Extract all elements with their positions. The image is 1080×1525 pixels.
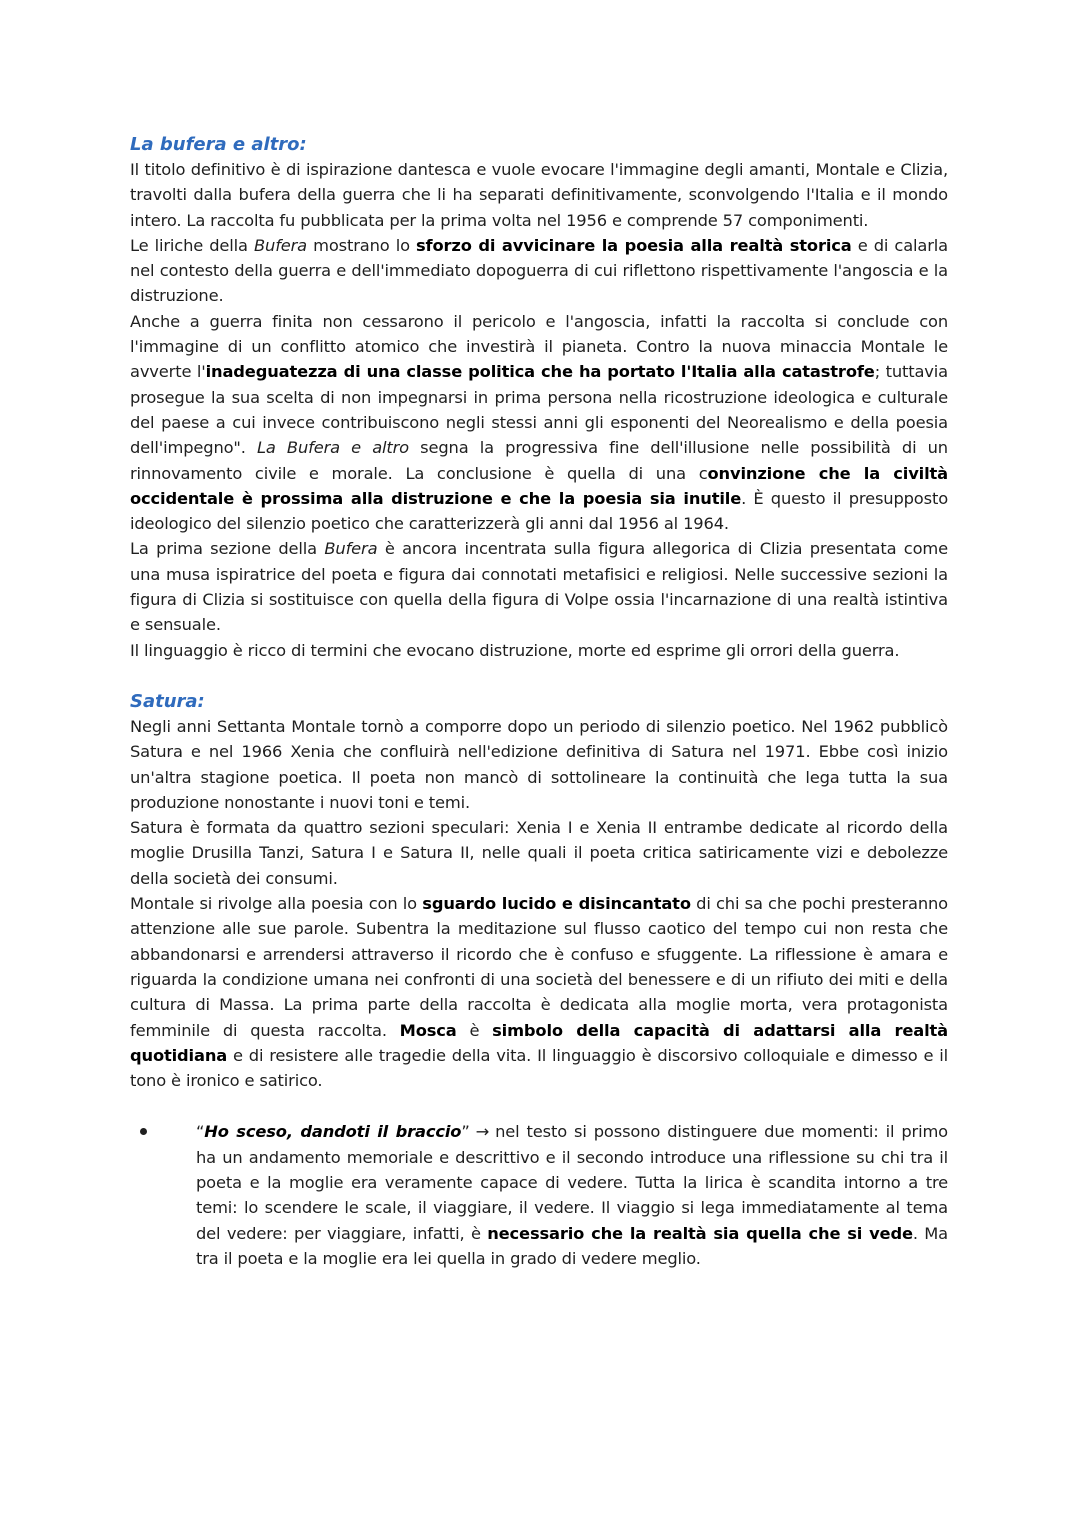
paragraph [130,536,948,637]
text-run: Il titolo definitivo è di ispirazione dantesca e vuole evocare l'immagine degli amanti, Montale e Clizia, travolti dalla bufera della guerra che li ha separati definitivamente, sconvolgendo l'Italia e il mondo intero. La raccolta fu pubblicata per la prima volta nel 1956 e comprende 57 componimenti. [130,160,948,230]
text-run: La prima sezione della [130,539,325,559]
bold-run: sforzo di avvicinare la poesia alla realtà storica [416,235,852,255]
paragraph [196,1119,948,1271]
italic-run: Bufera [254,235,308,255]
bold-run: Mosca [399,1020,457,1040]
quote-mark: ” [461,1122,470,1142]
document-page [130,132,948,1271]
text-run: Anche a guerra finita non cessarono il pericolo e l'angoscia, infatti la raccolta si conclude con l'immagine di un conflitto atomico che investirà il pianeta. Contro la nuova minaccia Montale le avverte l' [130,311,948,382]
bold-run: simbolo della capacità di adattarsi alla realtà quotidiana [130,1020,948,1065]
section-heading-la-bufera: La bufera e altro: [130,134,307,155]
text-run: Il linguaggio è ricco di termini che evocano distruzione, morte ed esprime gli orrori della guerra. [130,640,900,660]
text-run: Montale si rivolge alla poesia con lo [130,894,423,914]
text-run: e di resistere alle tragedie della vita. Il linguaggio è discorsivo colloquiale e dimesso e il tono è ironico e satirico. [130,1045,948,1091]
paragraph [130,714,948,815]
text-run: di chi sa che pochi presteranno attenzione alle sue parole. Subentra la meditazione sul flusso caotico del tempo cui non resta che abbandonarsi e arrendersi attraverso il ricordo che è confuso e sfuggente. La riflessione è amara e riguarda la condizione umana nei confronti di una società del benessere e di un rifiuto dei miti e della cultura di Massa. La prima parte della raccolta è dedicata alla moglie morta, vera protagonista femminile di questa raccolta. [130,894,948,1040]
italic-run: La Bufera e altro [256,438,409,458]
bullet-dot-icon [140,1128,147,1135]
spacer [130,663,948,689]
text-run: Satura è formata da quattro sezioni speculari: Xenia I e Xenia II entrambe dedicate al ricordo della moglie Drusilla Tanzi, Satura I e Satura II, nelle quali il poeta critica satiricamente vizi e debolezze della società dei consumi. [130,818,948,888]
text-run: mostrano lo [307,235,417,255]
paragraph [130,638,948,663]
bold-run: inadeguatezza di una classe politica che ha portato l'Italia alla catastrofe [205,362,875,382]
bullet-item [130,1119,948,1271]
text-run: Le liriche della [130,235,254,255]
paragraph [130,233,948,309]
text-run: ; tuttavia prosegue la sua scelta di non impegnarsi in prima persona nella ricostruzione ideologica e culturale del paese a cui invece contribuiscono negli stessi anni gli esponenti del Neorealismo e della poesia dell'impegno". [130,362,948,458]
text-run: e di calarla nel contesto della guerra e dell'immediato dopoguerra di cui riflettono rispettivamente l'angoscia e la distruzione. [130,235,948,306]
text-run: . Ma tra il poeta e la moglie era lei quella in grado di vedere meglio. [196,1223,948,1268]
bold-run: sguardo lucido e disincantato [422,894,691,914]
text-run: segna la progressiva fine dell'illusione nelle possibilità di un rinnovamento civile e morale. La conclusione è quella di una c [130,438,948,483]
paragraph [130,815,948,891]
paragraph [130,157,948,233]
section-heading-satura: Satura: [130,690,205,712]
quote-mark: “ [196,1122,205,1142]
bold-run: onvinzione che la civiltà occidentale è prossima alla distruzione e che la poesia sia inutile [130,463,948,508]
text-run: . È questo il presupposto ideologico del silenzio poetico che caratterizzerà gli anni dal 1956 al 1964. [130,488,948,534]
arrow-right-icon: → [475,1122,490,1142]
poem-title: Ho sceso, dandoti il braccio [204,1122,462,1142]
text-run: Negli anni Settanta Montale tornò a comporre dopo un periodo di silenzio poetico. Nel 1962 pubblicò Satura e nel 1966 Xenia che confluirà nell'edizione definitiva di Satura nel 1971. Ebbe così inizio un'altra stagione poetica. Il poeta non mancò di sottolineare la continuità che lega tutta la sua produzione nonostante i nuovi toni e temi. [130,716,948,812]
italic-run: Bufera [324,539,378,559]
paragraph [130,891,948,1093]
text-run: è ancora incentrata sulla figura allegorica di Clizia presentata come una musa ispiratrice del poeta e figura dai connotati metafisici e religiosi. Nelle successive sezioni la figura di Clizia si sostituisce con quella della figura di Volpe ossia l'incarnazione di una realtà istintiva e sensuale. [130,539,949,635]
text-run: è [456,1020,493,1040]
text-run: nel testo si possono distinguere due momenti: il primo ha un andamento memoriale e descrittivo e il secondo introduce una riflessione su chi tra il poeta e la moglie era veramente capace di vedere. Tutta la lirica è scandita intorno a tre temi: lo scendere le scale, il viaggiare, il vedere. Il viaggio si lega immediatamente al tema del vedere: per viaggiare, infatti, è [196,1122,948,1243]
paragraph [130,309,948,537]
bold-run: necessario che la realtà sia quella che si vede [487,1223,913,1243]
